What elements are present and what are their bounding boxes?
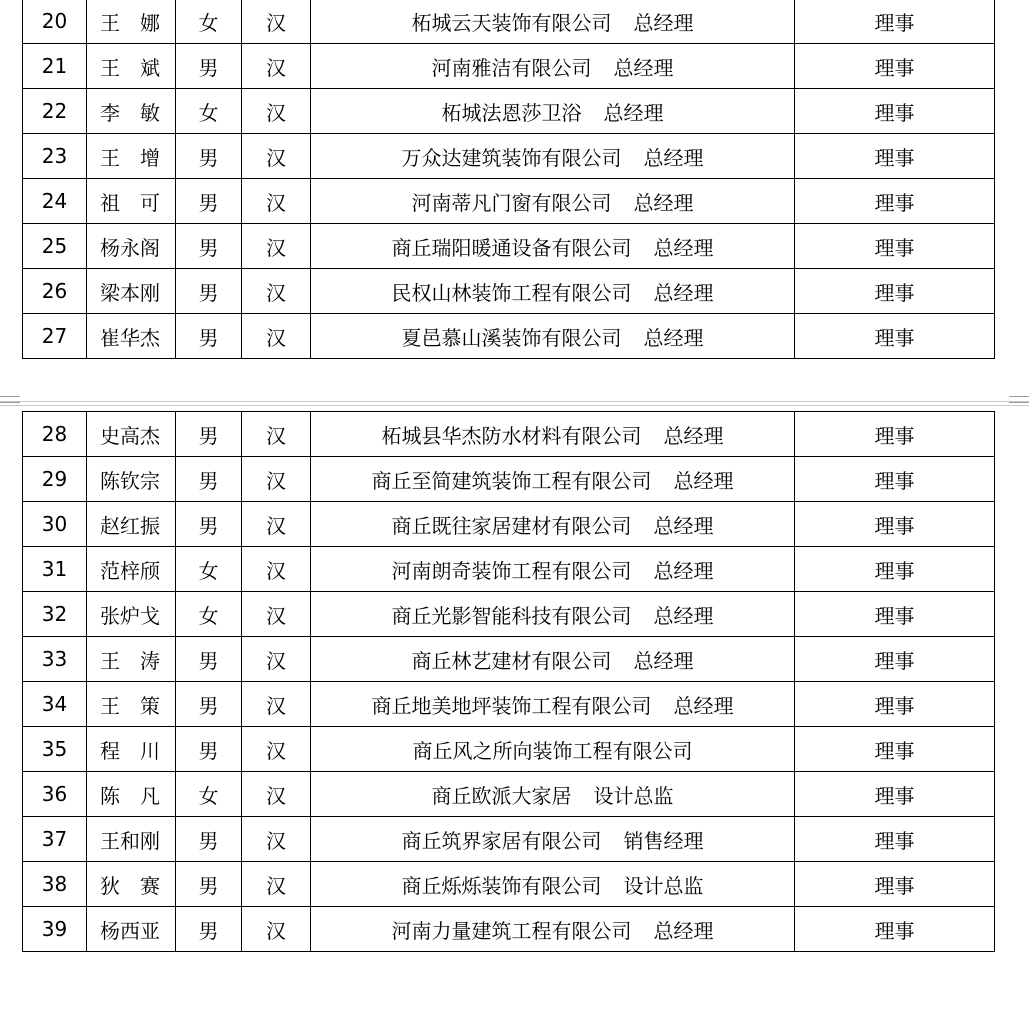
member-name: 陈钦宗	[87, 457, 176, 502]
member-ethnicity: 汉	[242, 907, 311, 952]
member-ethnicity: 汉	[242, 682, 311, 727]
member-name: 史高杰	[87, 412, 176, 457]
member-organization	[311, 457, 795, 502]
member-name: 王 增	[87, 134, 176, 179]
member-gender: 男	[176, 134, 242, 179]
member-gender: 男	[176, 179, 242, 224]
table-row	[23, 89, 995, 134]
organization-name: 万众达建筑装饰有限公司	[401, 145, 622, 170]
member-gender: 男	[176, 817, 242, 862]
member-name: 李 敏	[87, 89, 176, 134]
member-organization	[311, 637, 795, 682]
member-organization	[311, 727, 795, 772]
member-role: 理事	[795, 682, 995, 727]
job-title: 总经理	[653, 280, 714, 305]
member-gender: 男	[176, 502, 242, 547]
table-row	[23, 862, 995, 907]
member-role: 理事	[795, 269, 995, 314]
member-number: 22	[23, 89, 87, 134]
member-organization	[311, 862, 795, 907]
member-ethnicity: 汉	[242, 0, 311, 44]
job-title: 总经理	[663, 423, 724, 448]
job-title: 总经理	[603, 100, 664, 125]
job-title: 总经理	[673, 468, 734, 493]
member-name: 范梓颀	[87, 547, 176, 592]
member-number: 33	[23, 637, 87, 682]
organization-name: 商丘既往家居建材有限公司	[391, 513, 632, 538]
member-number: 38	[23, 862, 87, 907]
member-role: 理事	[795, 637, 995, 682]
member-table-page-2	[22, 411, 995, 952]
member-role: 理事	[795, 727, 995, 772]
job-title: 总经理	[633, 190, 694, 215]
member-ethnicity: 汉	[242, 457, 311, 502]
member-ethnicity: 汉	[242, 772, 311, 817]
table-row	[23, 502, 995, 547]
member-role: 理事	[795, 817, 995, 862]
table-row	[23, 0, 995, 44]
organization-name: 柘城县华杰防水材料有限公司	[381, 423, 642, 448]
member-ethnicity: 汉	[242, 224, 311, 269]
job-title: 总经理	[673, 693, 734, 718]
member-organization	[311, 502, 795, 547]
member-gender: 女	[176, 89, 242, 134]
member-role: 理事	[795, 0, 995, 44]
organization-name: 柘城云天装饰有限公司	[411, 10, 612, 35]
member-role: 理事	[795, 412, 995, 457]
organization-name: 河南雅洁有限公司	[431, 55, 592, 80]
organization-name: 民权山林装饰工程有限公司	[391, 280, 632, 305]
member-organization	[311, 0, 795, 44]
member-organization	[311, 44, 795, 89]
job-title: 总经理	[643, 145, 704, 170]
member-number: 23	[23, 134, 87, 179]
organization-name: 河南力量建筑工程有限公司	[391, 918, 632, 943]
organization-name: 夏邑慕山溪装饰有限公司	[401, 325, 622, 350]
member-number: 27	[23, 314, 87, 359]
member-gender: 男	[176, 637, 242, 682]
member-number: 21	[23, 44, 87, 89]
member-gender: 女	[176, 0, 242, 44]
member-ethnicity: 汉	[242, 727, 311, 772]
member-number: 39	[23, 907, 87, 952]
member-name: 张炉戈	[87, 592, 176, 637]
member-number: 29	[23, 457, 87, 502]
member-organization	[311, 592, 795, 637]
member-ethnicity: 汉	[242, 179, 311, 224]
member-name: 陈 凡	[87, 772, 176, 817]
member-organization	[311, 89, 795, 134]
member-organization	[311, 907, 795, 952]
member-ethnicity: 汉	[242, 89, 311, 134]
member-ethnicity: 汉	[242, 412, 311, 457]
table-row	[23, 44, 995, 89]
member-gender: 男	[176, 224, 242, 269]
member-ethnicity: 汉	[242, 502, 311, 547]
member-gender: 男	[176, 44, 242, 89]
member-name: 杨西亚	[87, 907, 176, 952]
job-title: 总经理	[653, 235, 714, 260]
member-gender: 女	[176, 772, 242, 817]
table-row	[23, 412, 995, 457]
organization-name: 商丘筑界家居有限公司	[401, 828, 602, 853]
member-number: 20	[23, 0, 87, 44]
member-name: 狄 赛	[87, 862, 176, 907]
table-row	[23, 592, 995, 637]
job-title: 总经理	[633, 10, 694, 35]
table-row	[23, 817, 995, 862]
member-ethnicity: 汉	[242, 134, 311, 179]
table-row	[23, 224, 995, 269]
member-number: 31	[23, 547, 87, 592]
member-name: 崔华杰	[87, 314, 176, 359]
member-gender: 男	[176, 727, 242, 772]
organization-name: 柘城法恩莎卫浴	[441, 100, 582, 125]
member-ethnicity: 汉	[242, 592, 311, 637]
job-title: 总经理	[643, 325, 704, 350]
job-title: 总经理	[633, 648, 694, 673]
member-ethnicity: 汉	[242, 862, 311, 907]
page-break	[0, 372, 1029, 410]
member-organization	[311, 224, 795, 269]
member-number: 25	[23, 224, 87, 269]
member-organization	[311, 412, 795, 457]
member-ethnicity: 汉	[242, 547, 311, 592]
organization-name: 商丘光影智能科技有限公司	[391, 603, 632, 628]
organization-name: 商丘风之所向装饰工程有限公司	[412, 738, 693, 763]
job-title: 设计总监	[623, 873, 704, 898]
member-gender: 男	[176, 682, 242, 727]
table-row	[23, 682, 995, 727]
member-role: 理事	[795, 89, 995, 134]
organization-name: 商丘至简建筑装饰工程有限公司	[371, 468, 652, 493]
member-name: 王 涛	[87, 637, 176, 682]
member-role: 理事	[795, 224, 995, 269]
member-ethnicity: 汉	[242, 637, 311, 682]
member-role: 理事	[795, 772, 995, 817]
member-role: 理事	[795, 179, 995, 224]
member-gender: 男	[176, 862, 242, 907]
member-name: 祖 可	[87, 179, 176, 224]
member-organization	[311, 134, 795, 179]
member-role: 理事	[795, 134, 995, 179]
table-row	[23, 269, 995, 314]
member-name: 王 策	[87, 682, 176, 727]
member-name: 梁本刚	[87, 269, 176, 314]
job-title: 总经理	[613, 55, 674, 80]
member-gender: 男	[176, 269, 242, 314]
table-row	[23, 457, 995, 502]
organization-name: 河南蒂凡门窗有限公司	[411, 190, 612, 215]
member-name: 赵红振	[87, 502, 176, 547]
organization-name: 河南朗奇装饰工程有限公司	[391, 558, 632, 583]
member-number: 30	[23, 502, 87, 547]
table-row	[23, 134, 995, 179]
member-number: 28	[23, 412, 87, 457]
member-role: 理事	[795, 44, 995, 89]
member-role: 理事	[795, 457, 995, 502]
table-row	[23, 772, 995, 817]
member-organization	[311, 269, 795, 314]
member-number: 32	[23, 592, 87, 637]
member-number: 37	[23, 817, 87, 862]
organization-name: 商丘欧派大家居	[431, 783, 572, 808]
member-organization	[311, 817, 795, 862]
table-row	[23, 314, 995, 359]
job-title: 总经理	[653, 558, 714, 583]
job-title: 总经理	[653, 513, 714, 538]
table-row	[23, 637, 995, 682]
member-gender: 男	[176, 412, 242, 457]
member-gender: 女	[176, 592, 242, 637]
table-row	[23, 179, 995, 224]
member-gender: 男	[176, 457, 242, 502]
job-title: 总经理	[653, 603, 714, 628]
organization-name: 商丘瑞阳暖通设备有限公司	[391, 235, 632, 260]
member-name: 王和刚	[87, 817, 176, 862]
member-gender: 女	[176, 547, 242, 592]
member-number: 34	[23, 682, 87, 727]
member-gender: 男	[176, 907, 242, 952]
member-ethnicity: 汉	[242, 44, 311, 89]
table-row	[23, 547, 995, 592]
member-organization	[311, 682, 795, 727]
member-organization	[311, 772, 795, 817]
member-number: 26	[23, 269, 87, 314]
member-name: 杨永阁	[87, 224, 176, 269]
organization-name: 商丘地美地坪装饰工程有限公司	[371, 693, 652, 718]
member-organization	[311, 314, 795, 359]
job-title: 设计总监	[593, 783, 674, 808]
member-ethnicity: 汉	[242, 817, 311, 862]
member-organization	[311, 179, 795, 224]
member-organization	[311, 547, 795, 592]
table-row	[23, 727, 995, 772]
member-name: 程 川	[87, 727, 176, 772]
organization-name: 商丘林艺建材有限公司	[411, 648, 612, 673]
member-gender: 男	[176, 314, 242, 359]
member-role: 理事	[795, 862, 995, 907]
member-name: 王 娜	[87, 0, 176, 44]
member-ethnicity: 汉	[242, 314, 311, 359]
member-role: 理事	[795, 502, 995, 547]
job-title: 总经理	[653, 918, 714, 943]
table-row	[23, 907, 995, 952]
member-role: 理事	[795, 547, 995, 592]
member-name: 王 斌	[87, 44, 176, 89]
member-role: 理事	[795, 592, 995, 637]
member-number: 36	[23, 772, 87, 817]
member-table-page-1	[22, 0, 995, 359]
member-role: 理事	[795, 314, 995, 359]
member-number: 24	[23, 179, 87, 224]
job-title: 销售经理	[623, 828, 704, 853]
member-ethnicity: 汉	[242, 269, 311, 314]
organization-name: 商丘烁烁装饰有限公司	[401, 873, 602, 898]
member-number: 35	[23, 727, 87, 772]
member-role: 理事	[795, 907, 995, 952]
